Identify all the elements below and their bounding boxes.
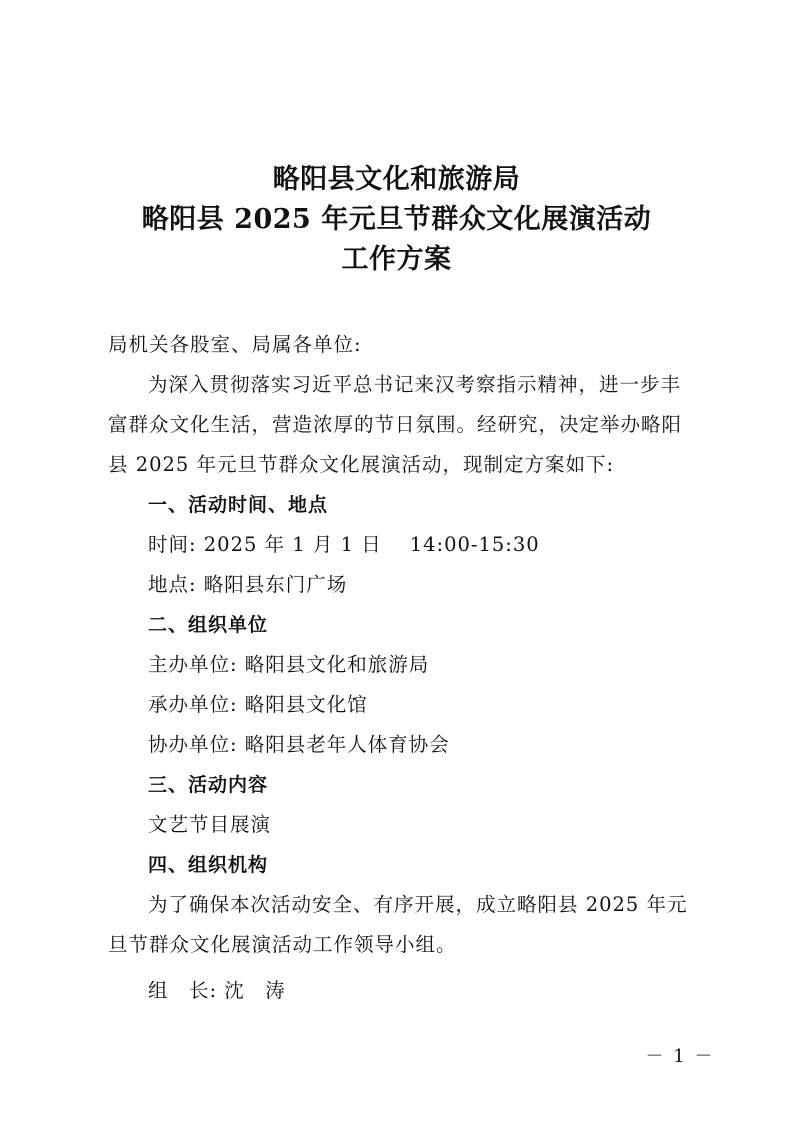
intro-line-3: 县 2025 年元旦节群众文化展演活动，现制定方案如下: [108, 453, 615, 476]
org-para-line-2: 旦节群众文化展演活动工作领导小组。 [108, 933, 457, 956]
section-4-heading: 四、组织机构 [148, 854, 269, 876]
organizer-unit: 承办单位: 略阳县文化馆 [148, 693, 368, 716]
salutation: 局机关各股室、局属各单位: [108, 333, 362, 356]
host-unit: 主办单位: 略阳县文化和旅游局 [148, 653, 430, 676]
group-leader: 组 长: 沈 涛 [148, 979, 286, 1002]
title-doc-type: 工作方案 [341, 244, 452, 275]
intro-line-1: 为深入贯彻落实习近平总书记来汉考察指示精神，进一步丰 [148, 373, 682, 396]
org-para-line-1: 为了确保本次活动安全、有序开展，成立略阳县 2025 年元 [148, 893, 688, 916]
event-date: 时间: 2025 年 1 月 1 日 [148, 533, 382, 556]
page-number: － 1 － [645, 1046, 715, 1067]
section-3-heading: 三、活动内容 [148, 774, 269, 796]
event-place: 地点: 略阳县东门广场 [148, 573, 348, 596]
section-2-heading: 二、组织单位 [148, 614, 269, 636]
activity-content: 文艺节目展演 [148, 813, 272, 836]
event-time-range: 14:00-15:30 [409, 533, 540, 556]
intro-line-2: 富群众文化生活，营造浓厚的节日氛围。经研究，决定举办略阳 [108, 413, 683, 436]
title-issuer: 略阳县文化和旅游局 [272, 164, 521, 195]
title-event: 略阳县 2025 年元旦节群众文化展演活动 [141, 204, 652, 235]
section-1-heading: 一、活动时间、地点 [148, 494, 329, 516]
document-title [0, 160, 793, 280]
event-time [108, 525, 712, 565]
co-organizer-unit: 协办单位: 略阳县老年人体育协会 [148, 733, 450, 756]
document-body [108, 325, 712, 1011]
